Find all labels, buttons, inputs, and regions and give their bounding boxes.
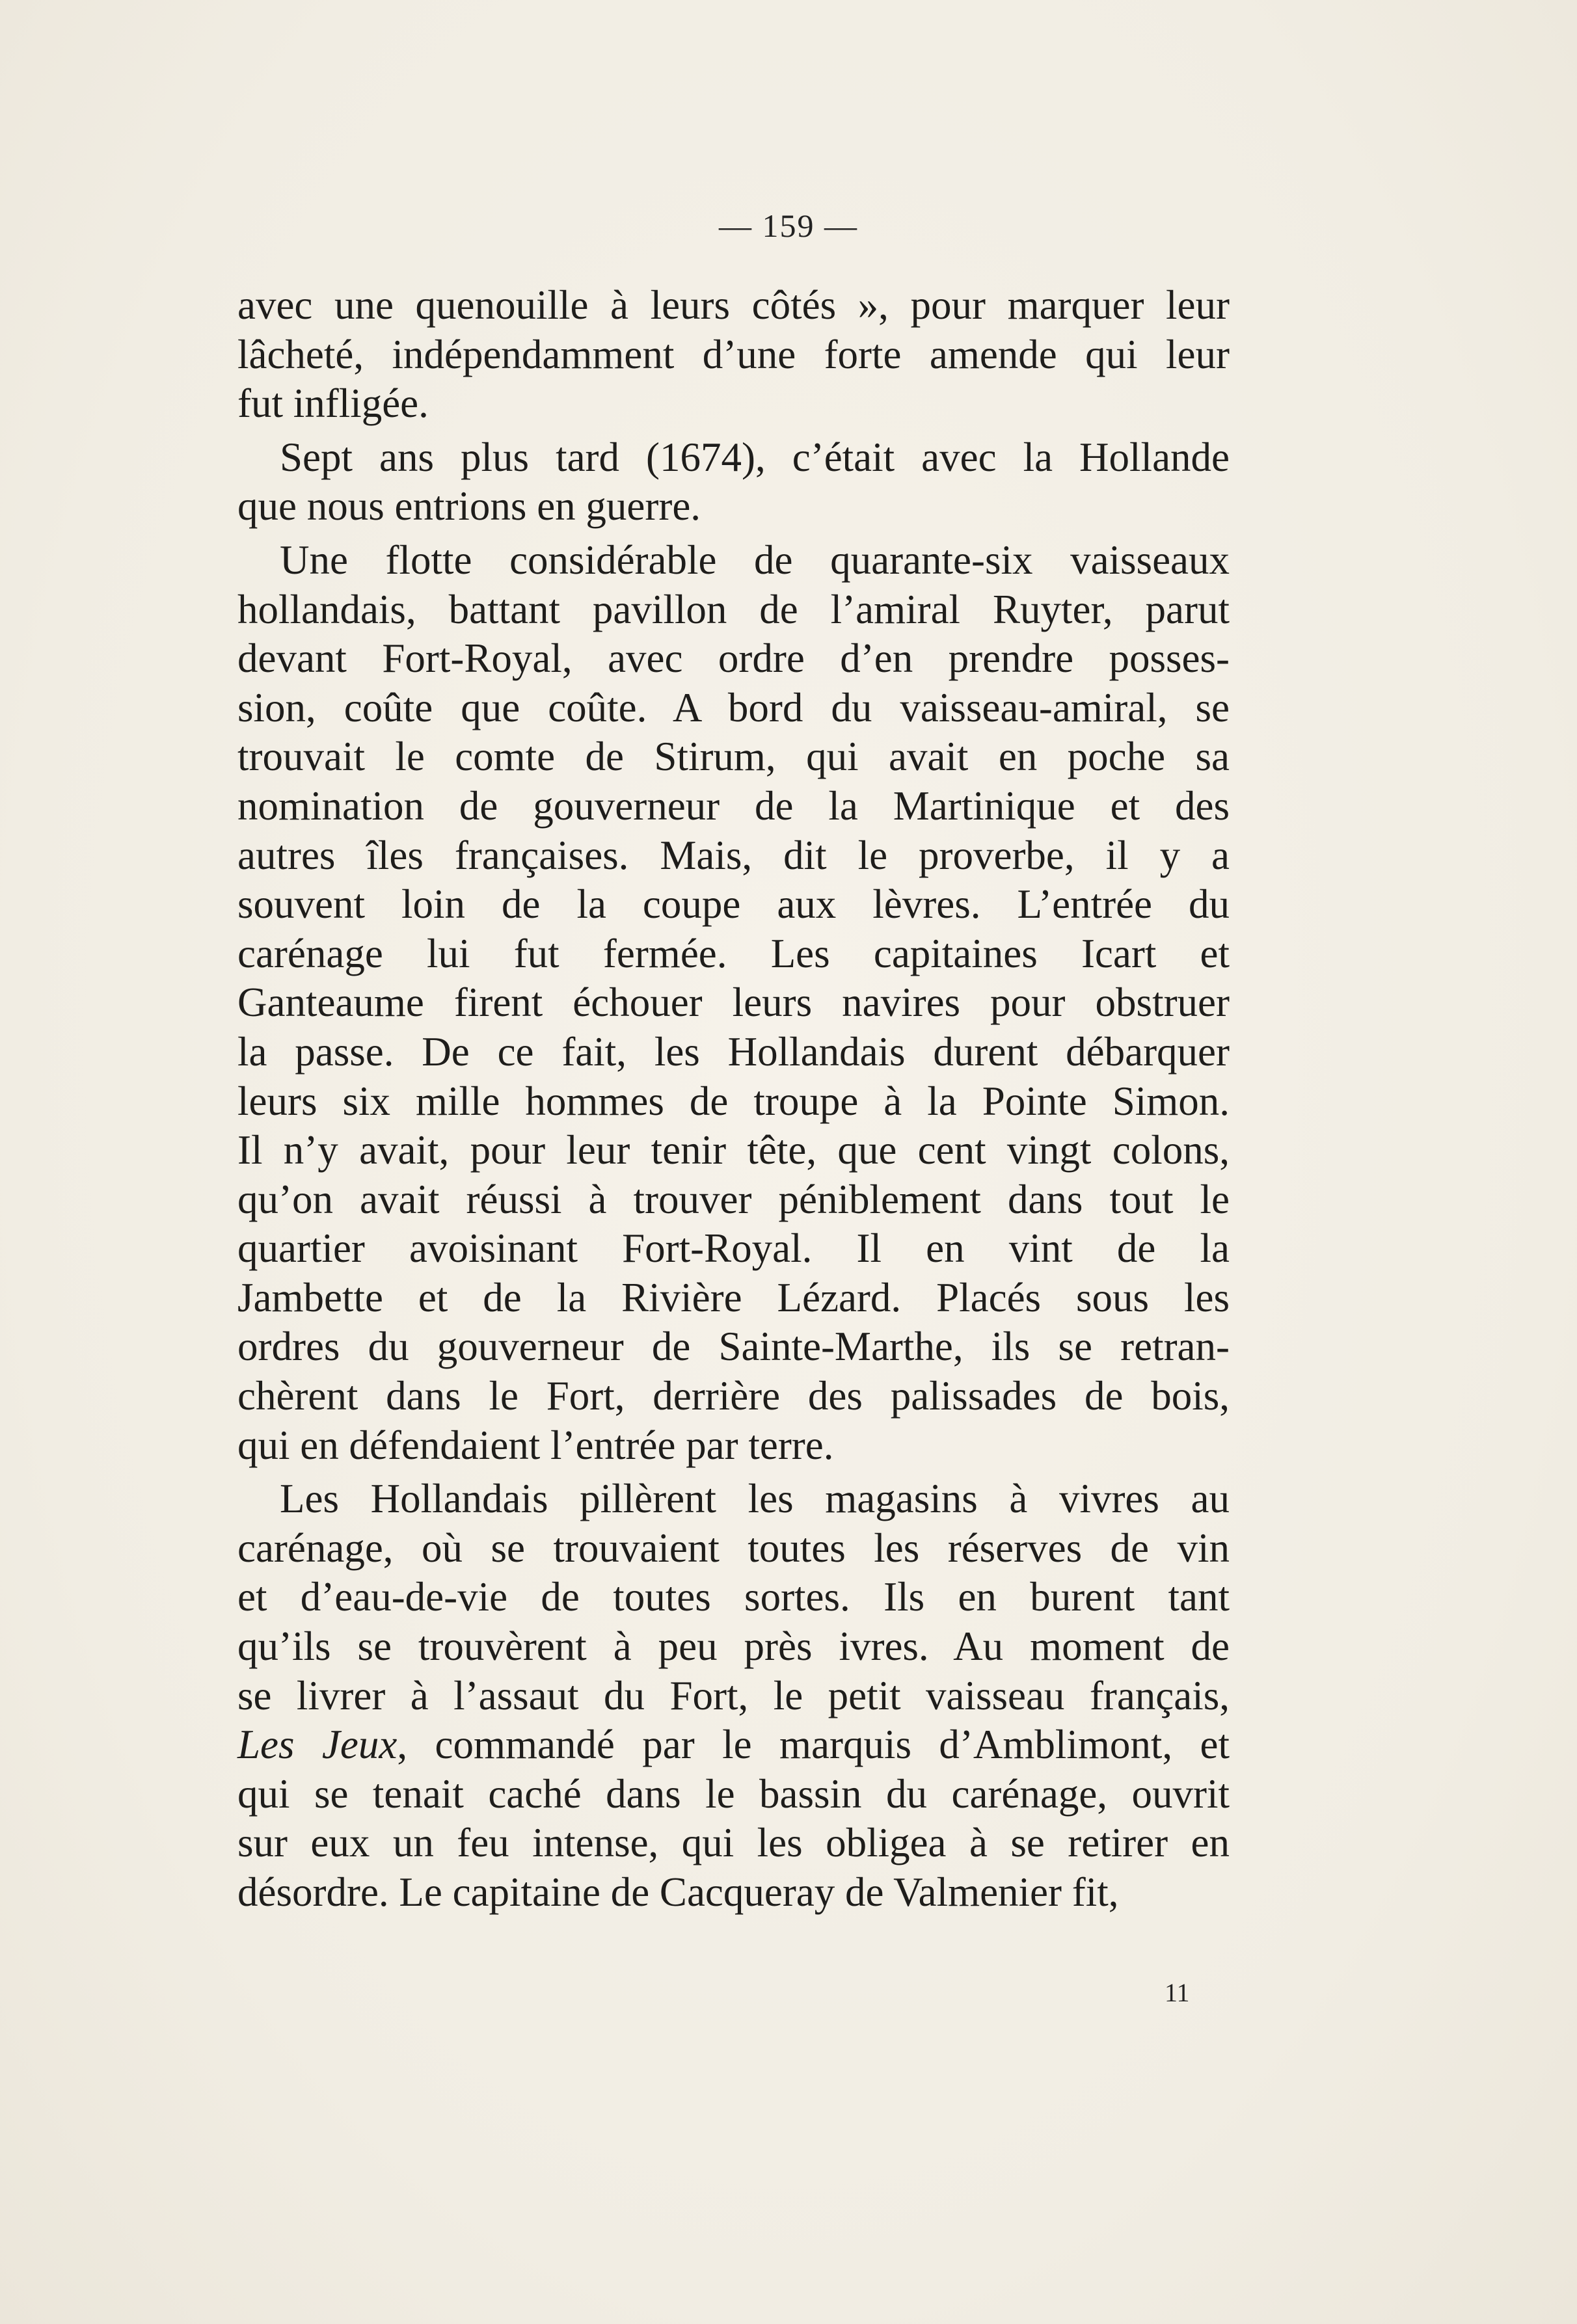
text-line: devant Fort-Royal, avec ordre d’en prendre posses- <box>237 635 1230 682</box>
body-text <box>237 281 1230 1917</box>
text-line: carénage lui fut fermée. Les capitaines Icart et <box>237 930 1230 976</box>
text-line: fut infligée. <box>237 381 429 427</box>
text-line: souvent loin de la coupe aux lèvres. L’entrée du <box>237 881 1230 928</box>
text-line: carénage, où se trouvaient toutes les réserves de vin <box>237 1525 1230 1571</box>
text-line: Les Hollandais pillèrent les magasins à vivres au <box>280 1476 1230 1522</box>
paragraph-gap <box>237 531 1230 536</box>
paragraph <box>237 1475 1230 1917</box>
text-line: qu’ils se trouvèrent à peu près ivres. Au moment de <box>237 1623 1230 1670</box>
ship-name: Les Jeux <box>237 1722 398 1768</box>
text-line: qui se tenait caché dans le bassin du carénage, ouvrit <box>237 1770 1230 1817</box>
text-line: qui en défendaient l’entrée par terre. <box>237 1422 834 1468</box>
paragraph <box>237 536 1230 1470</box>
paragraph-gap <box>237 429 1230 433</box>
page-number: — 159 — <box>719 207 858 244</box>
text-line: sion, coûte que coûte. A bord du vaisseau-amiral, se <box>237 684 1230 730</box>
text-line: quartier avoisinant Fort-Royal. Il en vint de la <box>237 1225 1230 1272</box>
text-line: Jambette et de la Rivière Lézard. Placés sous les <box>237 1274 1230 1320</box>
text-line: la passe. De ce fait, les Hollandais durent débarquer <box>237 1028 1230 1075</box>
text-line: qu’on avait réussi à trouver péniblement dans tout le <box>237 1176 1230 1222</box>
text-line: chèrent dans le Fort, derrière des palissades de bois, <box>237 1373 1230 1419</box>
text-line: Sept ans plus tard (1674), c’était avec la Hollande <box>280 434 1230 480</box>
text-line: autres îles françaises. Mais, dit le proverbe, il y a <box>237 832 1230 878</box>
text-line: ordres du gouverneur de Sainte-Marthe, ils se retran- <box>237 1324 1230 1370</box>
text-line: lâcheté, indépendamment d’une forte amende qui leur <box>237 331 1230 377</box>
paragraph-gap <box>237 1470 1230 1475</box>
text-line: Il n’y avait, pour leur tenir tête, que cent vingt colons, <box>237 1127 1230 1173</box>
text-line: et d’eau-de-vie de toutes sortes. Ils en burent tant <box>237 1574 1230 1620</box>
text-line: se livrer à l’assaut du Fort, le petit vaisseau français, <box>237 1672 1230 1718</box>
paragraph <box>237 281 1230 429</box>
text-line: Une flotte considérable de quarante-six vaisseaux <box>280 537 1230 583</box>
text-line: Les Jeux, commandé par le marquis d’Amblimont, et <box>237 1722 1230 1768</box>
text-line: avec une quenouille à leurs côtés », pour marquer leur <box>237 282 1230 328</box>
text-line: que nous entrions en guerre. <box>237 483 701 529</box>
text-line: trouvait le comte de Stirum, qui avait en poche sa <box>237 734 1230 780</box>
paragraph <box>237 433 1230 531</box>
text-line: sur eux un feu intense, qui les obligea à se retirer en <box>237 1820 1230 1866</box>
text-line: hollandais, battant pavillon de l’amiral Ruyter, parut <box>237 586 1230 632</box>
text-line: nomination de gouverneur de la Martinique et des <box>237 782 1230 829</box>
text-line: Ganteaume firent échouer leurs navires pour obstruer <box>237 980 1230 1026</box>
signature-mark: 11 <box>1165 1978 1190 2007</box>
text-line: leurs six mille hommes de troupe à la Pointe Simon. <box>237 1078 1230 1124</box>
text-line: désordre. Le capitaine de Cacqueray de Valmenier fit, <box>237 1869 1119 1915</box>
